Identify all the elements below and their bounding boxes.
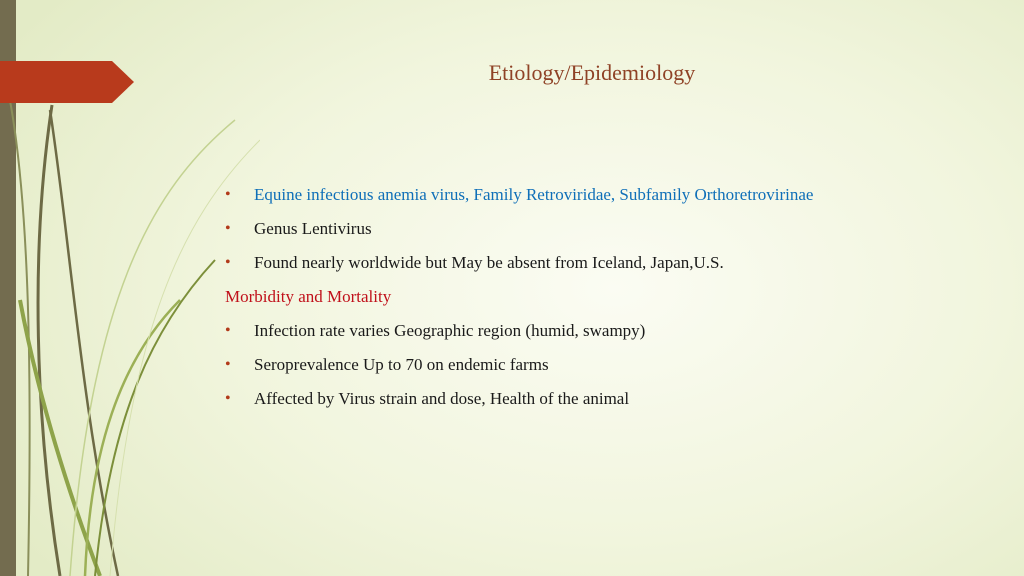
bullet-item (225, 212, 985, 246)
bullet-marker: • (225, 220, 231, 237)
bullet-text: Genus Lentivirus (254, 219, 372, 238)
bullet-marker: • (225, 390, 231, 407)
slide-content (225, 178, 985, 416)
bullet-item (225, 382, 985, 416)
section-heading: Morbidity and Mortality (225, 287, 392, 306)
bullet-marker: • (225, 254, 231, 271)
bullet-item (225, 246, 985, 280)
slide-title: Etiology/Epidemiology (488, 60, 696, 85)
bullet-text: Infection rate varies Geographic region (humid, swampy) (254, 321, 646, 340)
bullet-item (225, 178, 985, 212)
bullet-marker: • (225, 186, 231, 203)
bullet-marker: • (225, 356, 231, 373)
bullet-item (225, 314, 985, 348)
bullet-text: Equine infectious anemia virus, Family Retroviridae, Subfamily Orthoretrovirinae (254, 185, 814, 204)
bullet-item (225, 348, 985, 382)
bullet-text: Seroprevalence Up to 70 on endemic farms (254, 355, 549, 374)
bullet-marker: • (225, 322, 231, 339)
bullet-text: Affected by Virus strain and dose, Health of the animal (254, 389, 630, 408)
bullet-text: Found nearly worldwide but May be absent from Iceland, Japan,U.S. (254, 253, 724, 272)
title-accent-arrow (0, 61, 134, 103)
